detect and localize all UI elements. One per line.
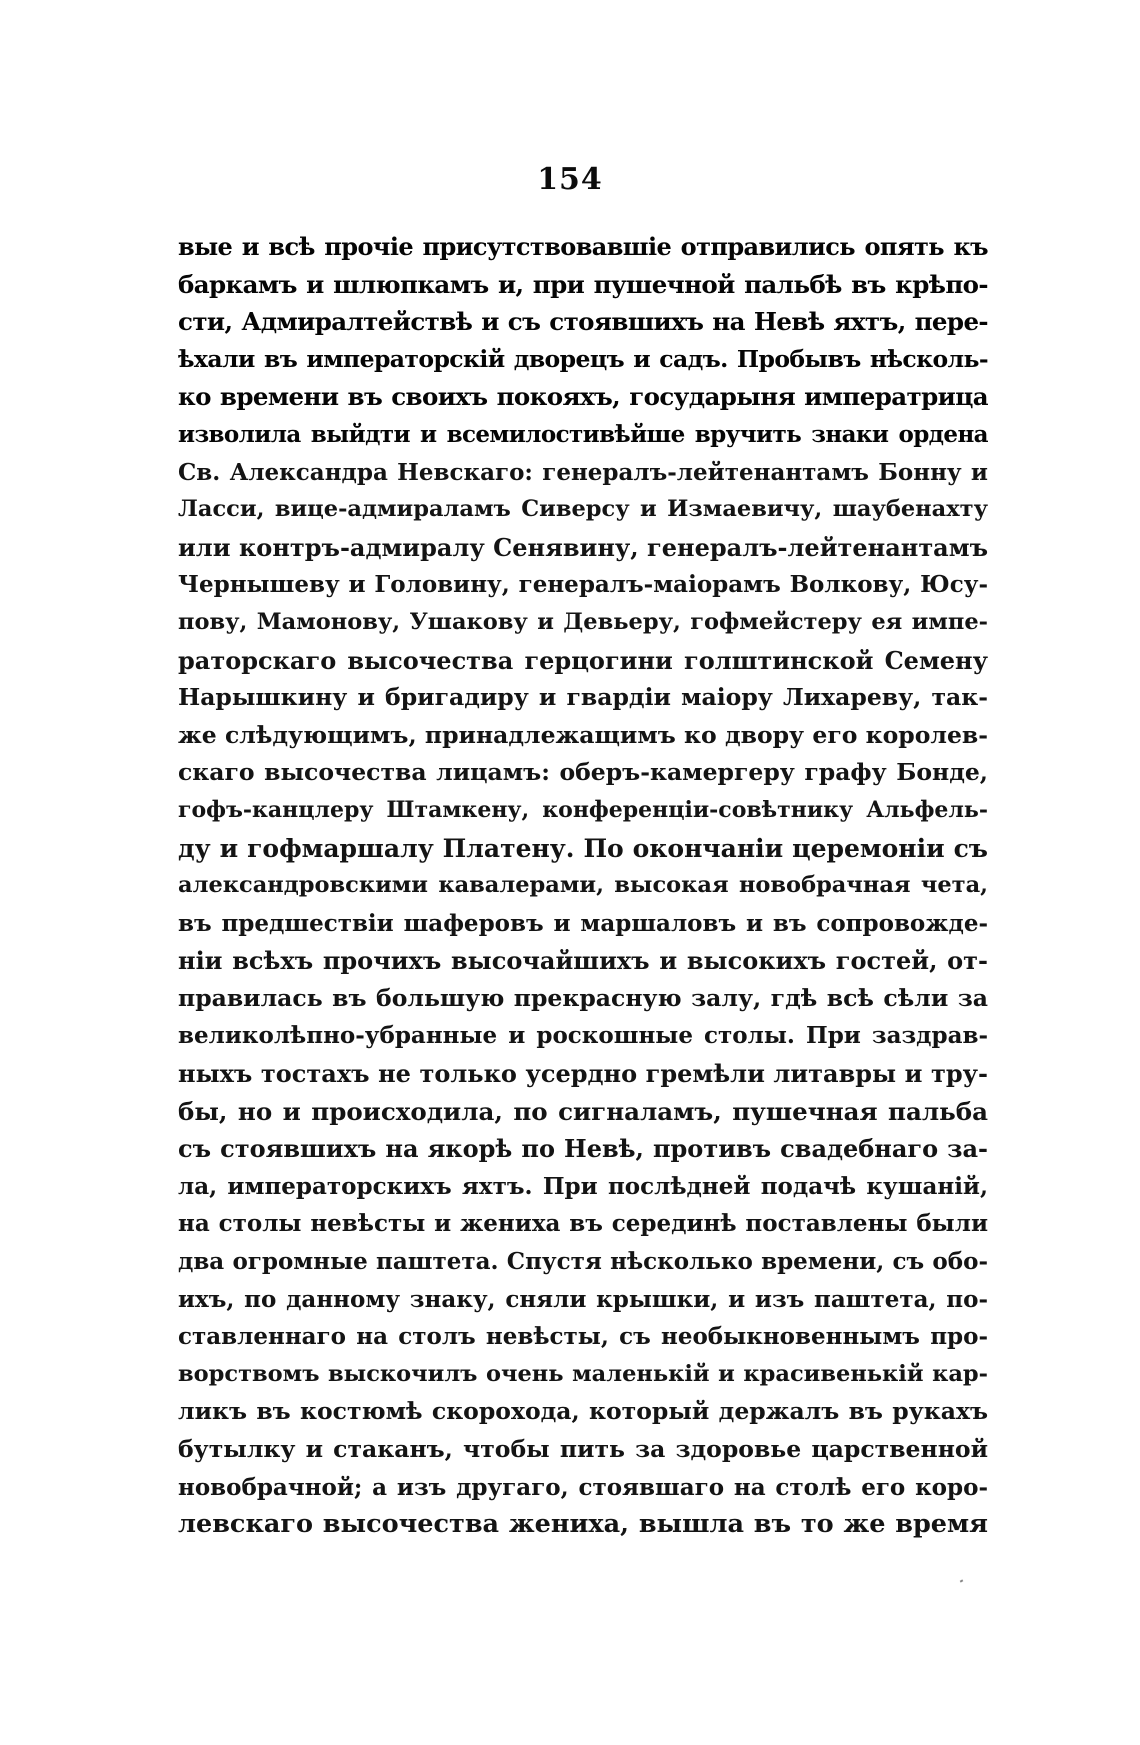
text-line: пову, Мамонову, Ушакову и Девьеру, гофмейстеру ея импе- [178, 608, 988, 635]
text-line: баркамъ и шлюпкамъ и, при пушечной пальбѣ въ крѣпо- [178, 269, 988, 299]
page-body-text [178, 228, 988, 1544]
ink-speck [960, 1579, 964, 1582]
text-line: левскаго высочества жениха, вышла въ то же время [178, 1509, 988, 1540]
text-line: Ласси, вице-адмираламъ Сиверсу и Измаевичу, шаубенахту [178, 496, 988, 523]
text-line: раторскаго высочества герцогини голштинской Семену [178, 645, 988, 675]
text-line: александровскими кавалерами, высокая новобрачная чета, [178, 872, 988, 899]
text-line: ѣхали въ императорскій дворецъ и садъ. Пробывъ нѣсколь- [178, 344, 988, 373]
text-line: великолѣпно-убранные и роскошные столы. При заздрав- [178, 1022, 988, 1050]
text-line: вые и всѣ прочіе присутствовавшіе отправились опять къ [178, 232, 988, 261]
text-line: въ предшествіи шаферовъ и маршаловъ и въ сопровожде- [178, 909, 988, 937]
text-line: Чернышеву и Головину, генералъ-маіорамъ Волкову, Юсу- [178, 571, 988, 599]
text-line: ко времени въ своихъ покояхъ, государыня императрица [178, 382, 988, 412]
text-line: бы, но и происходила, по сигналамъ, пушечная пальба [178, 1096, 988, 1126]
text-line: ворствомъ выскочилъ очень маленькій и красивенькій кар- [178, 1360, 988, 1387]
text-line: съ стоявшихъ на якорѣ по Невѣ, противъ свадебнаго за- [178, 1134, 988, 1164]
text-line: ніи всѣхъ прочихъ высочайшихъ и высокихъ гостей, от- [178, 946, 988, 976]
text-line: ла, императорскихъ яхтъ. При послѣдней подачѣ кушаній, [178, 1172, 988, 1200]
text-line: правилась въ большую прекрасную залу, гдѣ всѣ сѣли за [178, 983, 988, 1012]
text-line: скаго высочества лицамъ: оберъ-камергеру графу Бонде, [178, 758, 988, 787]
text-line: или контръ-адмиралу Сенявину, генералъ-лейтенантамъ [178, 532, 988, 562]
text-line: два огромные паштета. Спустя нѣсколько времени, съ обо- [178, 1248, 988, 1276]
text-line: ду и гофмаршалу Платену. По окончаніи церемоніи съ [178, 833, 988, 863]
text-line: сти, Адмиралтействѣ и съ стоявшихъ на Невѣ яхтъ, пере- [178, 307, 988, 337]
text-line: Св. Александра Невскаго: генералъ-лейтенантамъ Бонну и [178, 458, 988, 486]
text-line: новобрачной; а изъ другаго, стоявшаго на столѣ его коро- [178, 1473, 988, 1501]
text-line: ставленнаго на столъ невѣсты, съ необыкновеннымъ про- [178, 1323, 988, 1351]
text-line: же слѣдующимъ, принадлежащимъ ко двору его королев- [178, 720, 988, 749]
text-line: ныхъ тостахъ не только усердно гремѣли литавры и тру- [178, 1059, 988, 1089]
text-line: ликъ въ костюмѣ скорохода, который держалъ въ рукахъ [178, 1397, 988, 1426]
text-line: на столы невѣсты и жениха въ серединѣ поставлены были [178, 1210, 988, 1238]
text-line: изволила выйдти и всемилостивѣйше вручить знаки ордена [178, 420, 988, 448]
page-number: 154 [537, 162, 603, 197]
text-line: ихъ, по данному знаку, сняли крышки, и изъ паштета, по- [178, 1285, 988, 1313]
text-line: Нарышкину и бригадиру и гвардіи маіору Лихареву, так- [178, 683, 988, 712]
text-line: гофъ-канцлеру Штамкену, конференціи-совѣтнику Альфель- [178, 796, 988, 823]
text-line: бутылку и стаканъ, чтобы пить за здоровье царственной [178, 1435, 988, 1463]
